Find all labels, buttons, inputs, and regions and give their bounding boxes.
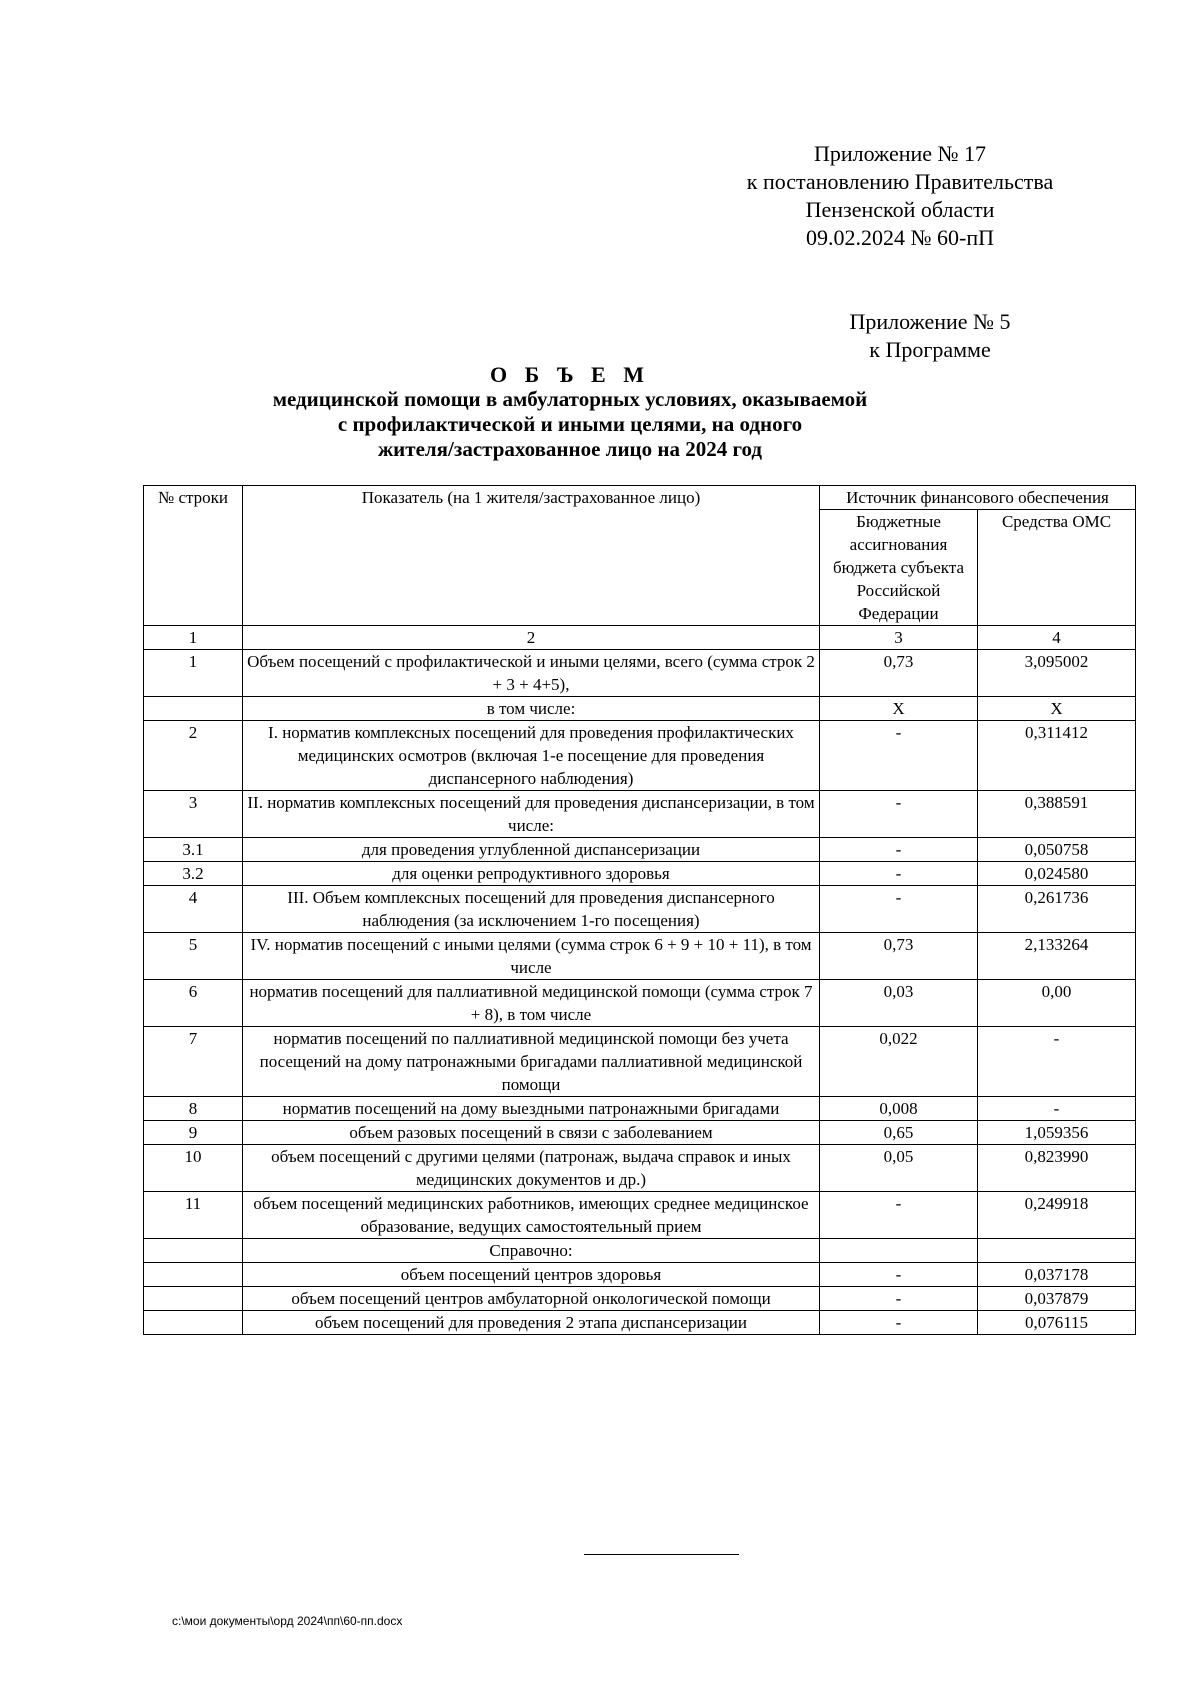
- table-row: [144, 650, 1136, 697]
- table-row: [144, 1145, 1136, 1192]
- header-funding-source: Источник финансового обеспечения: [820, 486, 1136, 510]
- title-main: О Б Ъ Е М: [490, 362, 650, 387]
- cell-budget: -: [820, 791, 978, 838]
- cell-row-number: 6: [144, 980, 243, 1027]
- cell-oms: -: [978, 1097, 1136, 1121]
- table-row: [144, 1287, 1136, 1311]
- cell-budget: X: [820, 697, 978, 721]
- cell-oms: 0,388591: [978, 791, 1136, 838]
- cell-indicator: для оценки репродуктивного здоровья: [243, 862, 820, 886]
- cell-row-number: [144, 1263, 243, 1287]
- cell-indicator: I. норматив комплексных посещений для проведения профилактических медицинских осмотров (включая 1-е посещение для проведения диспансерного наблюдения): [243, 721, 820, 791]
- cell-row-number: 3.1: [144, 838, 243, 862]
- cell-row-number: 3.2: [144, 862, 243, 886]
- cell-oms: 0,261736: [978, 886, 1136, 933]
- table-row: [144, 1192, 1136, 1239]
- cell-indicator: объем посещений для проведения 2 этапа диспансеризации: [243, 1311, 820, 1335]
- cell-budget: 0,73: [820, 650, 978, 697]
- cell-row-number: 8: [144, 1097, 243, 1121]
- cell-budget: 0,05: [820, 1145, 978, 1192]
- cell-indicator: объем посещений центров здоровья: [243, 1263, 820, 1287]
- cell-budget: -: [820, 1192, 978, 1239]
- cell-indicator: объем разовых посещений в связи с заболеванием: [243, 1121, 820, 1145]
- cell-indicator: Справочно:: [243, 1239, 820, 1263]
- cell-indicator: норматив посещений для паллиативной медицинской помощи (сумма строк 7 + 8), в том числе: [243, 980, 820, 1027]
- cell-row-number: [144, 1311, 243, 1335]
- cell-row-number: 11: [144, 1192, 243, 1239]
- cell-budget: 0,03: [820, 980, 978, 1027]
- cell-budget: -: [820, 1287, 978, 1311]
- cell-oms: 0,249918: [978, 1192, 1136, 1239]
- appendix-resolution-ref: к постановлению Правительства: [746, 169, 1054, 194]
- cell-row-number: [144, 1287, 243, 1311]
- header-oms: Средства ОМС: [978, 510, 1136, 626]
- cell-oms: X: [978, 697, 1136, 721]
- table-row: [144, 721, 1136, 791]
- program-appendix: [830, 308, 1030, 364]
- column-number: 4: [978, 626, 1136, 650]
- table-row: [144, 1097, 1136, 1121]
- cell-indicator: норматив посещений на дому выездными патронажными бригадами: [243, 1097, 820, 1121]
- document-title: [260, 362, 880, 462]
- cell-row-number: 3: [144, 791, 243, 838]
- cell-oms: 0,050758: [978, 838, 1136, 862]
- appendix-header: [700, 140, 1100, 252]
- table-row: [144, 1027, 1136, 1097]
- column-number: 2: [243, 626, 820, 650]
- cell-indicator: II. норматив комплексных посещений для проведения диспансеризации, в том числе:: [243, 791, 820, 838]
- cell-oms: 0,037178: [978, 1263, 1136, 1287]
- title-line: медицинской помощи в амбулаторных условиях, оказываемой: [272, 387, 868, 411]
- cell-row-number: 4: [144, 886, 243, 933]
- table-row: [144, 1263, 1136, 1287]
- cell-budget: -: [820, 1263, 978, 1287]
- cell-indicator: объем посещений медицинских работников, имеющих среднее медицинское образование, ведущих самостоятельный прием: [243, 1192, 820, 1239]
- cell-indicator: норматив посещений по паллиативной медицинской помощи без учета посещений на дому патронажными бригадами паллиативной медицинской помощи: [243, 1027, 820, 1097]
- cell-indicator: III. Объем комплексных посещений для проведения диспансерного наблюдения (за исключением 1-го посещения): [243, 886, 820, 933]
- cell-budget: -: [820, 721, 978, 791]
- title-line: жителя/застрахованное лицо на 2024 год: [377, 437, 763, 461]
- cell-indicator: объем посещений с другими целями (патронаж, выдача справок и иных медицинских документов и др.): [243, 1145, 820, 1192]
- appendix-region: Пензенской области: [805, 197, 995, 222]
- table-row: [144, 791, 1136, 838]
- cell-budget: 0,73: [820, 933, 978, 980]
- cell-oms: 3,095002: [978, 650, 1136, 697]
- header-indicator: Показатель (на 1 жителя/застрахованное лицо): [243, 486, 820, 626]
- cell-oms: 1,059356: [978, 1121, 1136, 1145]
- column-number: 1: [144, 626, 243, 650]
- cell-oms: 0,823990: [978, 1145, 1136, 1192]
- cell-indicator: в том числе:: [243, 697, 820, 721]
- cell-oms: 0,00: [978, 980, 1136, 1027]
- column-number: 3: [820, 626, 978, 650]
- column-numbers-row: [144, 626, 1136, 650]
- separator-line: [584, 1554, 739, 1555]
- cell-oms: -: [978, 1027, 1136, 1097]
- appendix-number: Приложение № 17: [813, 141, 987, 166]
- cell-indicator: IV. норматив посещений с иными целями (сумма строк 6 + 9 + 10 + 11), в том числе: [243, 933, 820, 980]
- table-row: [144, 1311, 1136, 1335]
- program-appendix-ref: к Программе: [869, 337, 991, 362]
- table-row: [144, 1121, 1136, 1145]
- cell-row-number: 7: [144, 1027, 243, 1097]
- cell-oms: [978, 1239, 1136, 1263]
- cell-budget: -: [820, 886, 978, 933]
- title-line: с профилактической и иными целями, на одного: [337, 412, 803, 436]
- cell-row-number: 1: [144, 650, 243, 697]
- cell-row-number: [144, 1239, 243, 1263]
- header-row-number: № строки: [144, 486, 243, 626]
- cell-budget: 0,022: [820, 1027, 978, 1097]
- header-budget: Бюджетные ассигнования бюджета субъекта Российской Федерации: [820, 510, 978, 626]
- table-row: [144, 1239, 1136, 1263]
- table-row: [144, 697, 1136, 721]
- cell-row-number: 2: [144, 721, 243, 791]
- cell-row-number: 5: [144, 933, 243, 980]
- cell-budget: 0,65: [820, 1121, 978, 1145]
- footer-file-path: c:\мои документы\орд 2024\пп\60-пп.docx: [172, 1614, 403, 1628]
- cell-oms: 0,311412: [978, 721, 1136, 791]
- volume-table: [143, 485, 1136, 1335]
- cell-budget: 0,008: [820, 1097, 978, 1121]
- cell-budget: -: [820, 838, 978, 862]
- cell-row-number: 10: [144, 1145, 243, 1192]
- table-row: [144, 886, 1136, 933]
- cell-budget: -: [820, 1311, 978, 1335]
- table-row: [144, 933, 1136, 980]
- cell-oms: 0,024580: [978, 862, 1136, 886]
- cell-budget: [820, 1239, 978, 1263]
- table-row: [144, 862, 1136, 886]
- cell-row-number: 9: [144, 1121, 243, 1145]
- appendix-date-number: 09.02.2024 № 60-пП: [806, 225, 994, 250]
- table-row: [144, 980, 1136, 1027]
- program-appendix-number: Приложение № 5: [849, 309, 1011, 334]
- cell-indicator: для проведения углубленной диспансеризации: [243, 838, 820, 862]
- cell-row-number: [144, 697, 243, 721]
- table-header-row: [144, 486, 1136, 510]
- cell-oms: 0,076115: [978, 1311, 1136, 1335]
- cell-oms: 0,037879: [978, 1287, 1136, 1311]
- cell-indicator: Объем посещений с профилактической и иными целями, всего (сумма строк 2 + 3 + 4+5),: [243, 650, 820, 697]
- cell-oms: 2,133264: [978, 933, 1136, 980]
- cell-budget: -: [820, 862, 978, 886]
- cell-indicator: объем посещений центров амбулаторной онкологической помощи: [243, 1287, 820, 1311]
- table-row: [144, 838, 1136, 862]
